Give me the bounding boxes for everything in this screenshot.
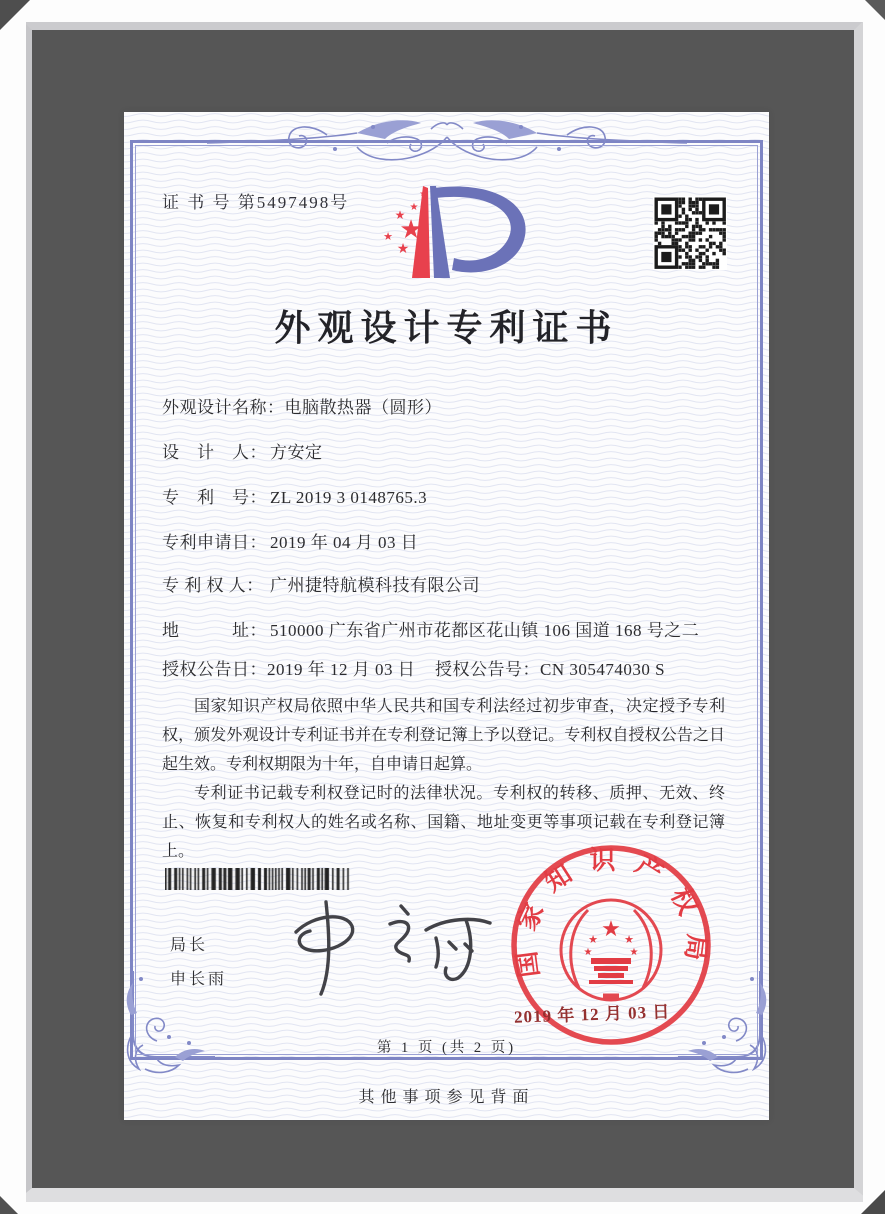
field-value: CN 305474030 S	[540, 660, 666, 679]
back-side-note: 其他事项参见背面	[358, 1089, 535, 1106]
field-row-design-name	[162, 393, 739, 418]
logo-p-bowl	[434, 187, 526, 273]
page-number: 第 1 页 (共 2 页)	[376, 1040, 517, 1056]
star-icon: ★	[583, 947, 593, 958]
star-icon: ★	[409, 202, 419, 213]
field-value: 广州捷特航模科技有限公司	[270, 576, 480, 595]
star-icon: ★	[419, 189, 427, 198]
photo-corner-shade	[0, 1196, 18, 1214]
field-label: 设 计 人：	[162, 443, 267, 462]
logo-blue-wedge	[430, 186, 450, 278]
certificate-content	[124, 112, 769, 1120]
field-label: 外观设计名称：	[162, 398, 285, 417]
star-icon: ★	[394, 208, 406, 222]
field-row-patent-number	[162, 483, 739, 508]
field-value: 510000 广东省广州市花都区花山镇 106 国道 168 号之二	[270, 621, 700, 640]
field-label: 专 利 号：	[162, 488, 267, 507]
photo-corner-shade	[0, 0, 30, 30]
star-icon: ★	[396, 241, 410, 257]
field-label: 授权公告号：	[435, 660, 540, 679]
field-value: 2019 年 04 月 03 日	[270, 533, 419, 552]
field-label: 专利申请日：	[162, 533, 267, 552]
photo-corner-shade	[861, 1190, 885, 1214]
certificate-paper	[124, 112, 769, 1120]
barcode	[165, 868, 353, 890]
grant-date-pair	[162, 660, 415, 679]
signature-icon	[266, 892, 516, 1000]
seal-date: 2019 年 12 月 03 日	[513, 1002, 671, 1027]
star-icon: ★	[601, 917, 621, 942]
field-value: 方安定	[270, 443, 323, 462]
field-row-patentee	[162, 571, 739, 596]
legal-paragraph: 国家知识产权局依照中华人民共和国专利法经过初步审查，决定授予专利权，颁发外观设计专利证书并在专利登记簿上予以登记。专利权自授权公告之日起生效。专利权期限为十年，自申请日起算。	[162, 698, 725, 773]
field-label: 地 址：	[162, 621, 267, 640]
field-label: 授权公告日：	[162, 660, 267, 679]
field-row-application-date	[162, 528, 739, 553]
qr-code	[653, 196, 727, 270]
star-icon: ★	[624, 933, 634, 946]
cnipa-logo-icon	[378, 178, 548, 298]
certificate-title: 外观设计专利证书	[274, 308, 619, 348]
star-icon: ★	[588, 933, 598, 946]
field-label: 专 利 权 人：	[162, 576, 264, 595]
star-icon: ★	[399, 215, 423, 245]
legal-paragraph: 专利证书记载专利权登记时的法律状况。专利权的转移、质押、无效、终止、恢复和专利权人的姓名或名称、国籍、地址变更等事项记载在专利登记簿上。	[162, 785, 725, 860]
signer-title: 局长	[170, 937, 209, 954]
flourish-top-icon	[207, 113, 687, 171]
field-value: 2019 年 12 月 03 日	[267, 660, 416, 679]
star-icon: ★	[383, 230, 393, 243]
field-value: ZL 2019 3 0148765.3	[270, 488, 428, 507]
signer-name: 申长雨	[170, 971, 228, 988]
seal-emblem	[584, 917, 639, 984]
field-value: 电脑散热器（圆形）	[284, 398, 442, 417]
field-row-designer	[162, 438, 739, 463]
field-row-grant	[162, 655, 739, 680]
seal-arc-text: 国家知识产权局	[510, 845, 712, 980]
certificate-number: 证 书 号 第5497498号	[162, 193, 350, 212]
field-row-address	[162, 616, 739, 641]
photo-corner-shade	[865, 0, 885, 20]
grant-number-pair	[435, 655, 665, 680]
star-icon: ★	[629, 947, 639, 958]
